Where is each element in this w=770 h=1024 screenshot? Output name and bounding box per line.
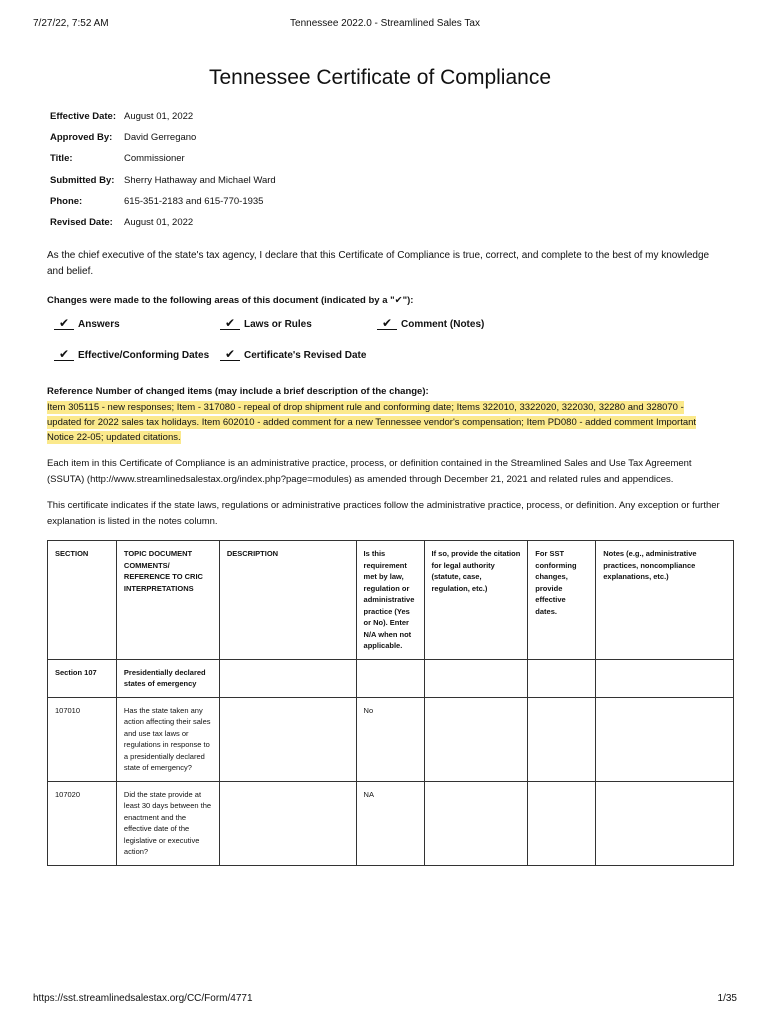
meta-label: Phone: — [50, 195, 83, 207]
header-topic: TOPIC DOCUMENT COMMENTS/ REFERENCE TO CRIC INTERPRETATIONS — [116, 541, 219, 660]
declaration-text: As the chief executive of the state's tax agency, I declare that this Certificate of Compliance is true, correct, and complete to the best of my knowledge and belief. — [47, 250, 710, 277]
header-requirement: Is this requirement met by law, regulation or administrative practice (Yes or No). Enter N/A when not applicable. — [356, 541, 424, 660]
certificate-meta — [50, 111, 276, 238]
cell-section: 107010 — [48, 697, 117, 781]
reference-text: Item 305115 - new responses; Item - 317080 - repeal of drop shipment rule and conforming date; Items 322010, 3322020, 322030, 32280 and 328070 - updated for 2022 sales tax holidays. Item 602010 - added comment for a new Tennessee vendor's compensation; Item PD080 - added comment Important Notice 22-05; updated citations. — [47, 402, 697, 443]
cell-description — [219, 781, 356, 865]
checkmark-icon: ✔ — [54, 317, 74, 330]
change-label: Comment (Notes) — [401, 319, 485, 330]
reference-body — [47, 400, 717, 445]
cell-topic: Has the state taken any action affecting their sales and use tax laws or regulations in response to a presidentially declared state of emergency? — [116, 697, 219, 781]
cell-section: 107020 — [48, 781, 117, 865]
cell-section: Section 107 — [48, 659, 117, 697]
meta-value: David Gerregano — [124, 132, 197, 144]
cell-description — [219, 697, 356, 781]
page-number: 1/35 — [717, 993, 737, 1004]
cell-topic: Presidentially declared states of emergency — [116, 659, 219, 697]
changes-title: Changes were made to the following areas of this document (indicated by a "✔"): — [47, 295, 414, 306]
table-row — [48, 781, 734, 865]
change-revised-date — [220, 348, 366, 361]
meta-value: 615-351-2183 and 615-770-1935 — [124, 195, 264, 207]
meta-label: Title: — [50, 153, 73, 165]
cell-conforming — [528, 659, 596, 697]
print-datetime: 7/27/22, 7:52 AM — [33, 18, 109, 29]
header-description: DESCRIPTION — [219, 541, 356, 660]
change-effective-dates — [54, 348, 209, 361]
cell-description — [219, 659, 356, 697]
intro-paragraph-1: Each item in this Certificate of Compliance is an administrative practice, process, or definition contained in the Streamlined Sales and Use Tax Agreement (SSUTA) (http://www.streamlinedsalestax.org/index.php?page=modules) as amended through December 21, 2021 and related rules and appendices. — [47, 458, 692, 485]
meta-value: Sherry Hathaway and Michael Ward — [124, 174, 276, 186]
cell-requirement — [356, 659, 424, 697]
meta-effective-date — [50, 111, 276, 132]
meta-value: Commissioner — [124, 153, 185, 165]
cell-conforming — [528, 781, 596, 865]
header-citation: If so, provide the citation for legal authority (statute, case, regulation, etc.) — [424, 541, 528, 660]
cell-notes — [596, 659, 734, 697]
reference-title: Reference Number of changed items (may include a brief description of the change): — [47, 386, 429, 397]
meta-label: Approved By: — [50, 132, 113, 144]
document-title: Tennessee Certificate of Compliance — [208, 66, 551, 89]
header-notes: Notes (e.g., administrative practices, noncompliance explanations, etc.) — [596, 541, 734, 660]
cell-citation — [424, 697, 528, 781]
meta-value: August 01, 2022 — [124, 216, 194, 228]
meta-label: Revised Date: — [50, 216, 113, 228]
print-page-title: Tennessee 2022.0 - Streamlined Sales Tax — [290, 18, 480, 29]
meta-submitted-by — [50, 175, 276, 196]
meta-label: Submitted By: — [50, 174, 115, 186]
header-conforming: For SST conforming changes, provide effective dates. — [528, 541, 596, 660]
cell-requirement: NA — [356, 781, 424, 865]
header-section: SECTION — [48, 541, 117, 660]
cell-conforming — [528, 697, 596, 781]
change-comment-notes — [377, 317, 484, 330]
page-url: https://sst.streamlinedsalestax.org/CC/Form/4771 — [33, 993, 253, 1004]
meta-revised-date — [50, 217, 276, 238]
checkmark-icon: ✔ — [377, 317, 397, 330]
cell-citation — [424, 781, 528, 865]
meta-title — [50, 153, 276, 174]
table-row — [48, 697, 734, 781]
cell-requirement: No — [356, 697, 424, 781]
meta-value: August 01, 2022 — [124, 111, 194, 122]
cell-topic: Did the state provide at least 30 days between the enactment and the effective date of the legislative or executive action? — [116, 781, 219, 865]
change-label: Laws or Rules — [244, 319, 312, 330]
cell-notes — [596, 781, 734, 865]
cell-notes — [596, 697, 734, 781]
change-answers — [54, 317, 120, 330]
change-label: Certificate's Revised Date — [244, 350, 367, 361]
change-label: Effective/Conforming Dates — [78, 350, 210, 361]
cell-citation — [424, 659, 528, 697]
change-label: Answers — [78, 319, 120, 330]
checkmark-icon: ✔ — [220, 317, 240, 330]
table-header-row — [48, 541, 734, 660]
meta-label: Effective Date: — [50, 111, 116, 122]
meta-phone — [50, 196, 276, 217]
checkmark-icon: ✔ — [220, 348, 240, 361]
checkmark-icon: ✔ — [54, 348, 74, 361]
change-laws-or-rules — [220, 317, 312, 330]
table-row — [48, 659, 734, 697]
intro-paragraph-2: This certificate indicates if the state laws, regulations or administrative practices follow the administrative practice, process, or definition. Any exception or further explanation is listed in the notes column. — [47, 500, 720, 527]
meta-approved-by — [50, 132, 276, 153]
compliance-table — [47, 540, 734, 866]
